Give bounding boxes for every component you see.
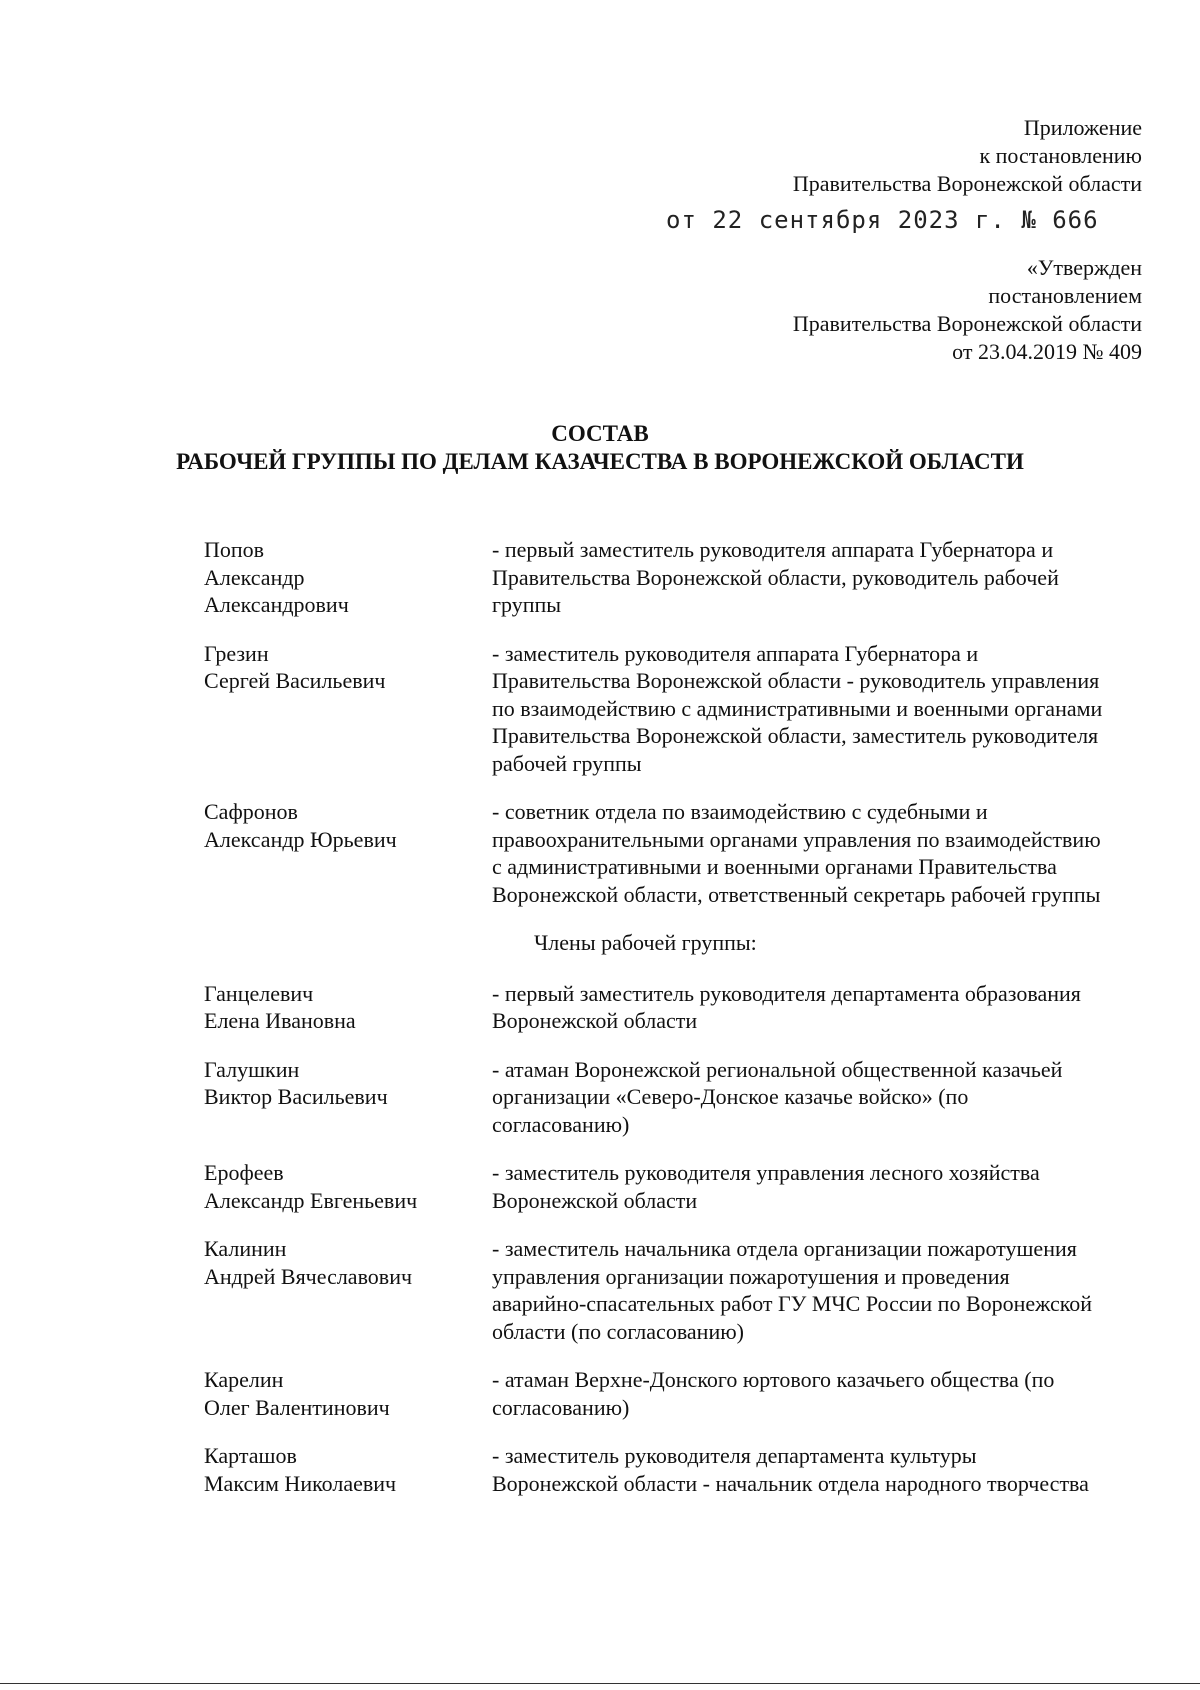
person-name	[204, 1235, 492, 1345]
surname: Карелин	[204, 1367, 284, 1392]
person-role: - заместитель начальника отдела организации пожаротушения управления организации пожаротушения и проведения аварийно-спасательных работ ГУ МЧС России по Воронежской области (по согласованию)	[492, 1236, 1093, 1344]
first-name: Александр	[204, 564, 305, 590]
annex-line: Приложение	[1023, 115, 1142, 140]
roster-row	[204, 1056, 1104, 1139]
patronymic: Александрович	[204, 592, 349, 617]
roster-row	[204, 798, 1104, 908]
approval-line: от 23.04.2019 № 409	[952, 339, 1142, 364]
roster-row	[204, 536, 1104, 619]
person-name	[204, 640, 492, 778]
roster-row	[204, 1442, 1104, 1497]
surname: Ерофеев	[204, 1160, 284, 1185]
annex-block	[793, 114, 1142, 198]
annex-line: Правительства Воронежской области	[792, 171, 1142, 196]
given-names: Сергей Васильевич	[204, 668, 386, 693]
person-role: - заместитель руководителя департамента культуры Воронежской области - начальник отдела народного творчества	[492, 1443, 1089, 1496]
annex-line: к постановлению	[979, 143, 1142, 168]
approval-line: Правительства Воронежской области	[792, 311, 1142, 336]
document-title	[0, 420, 1200, 476]
person-name	[204, 798, 492, 908]
surname: Калинин	[204, 1236, 287, 1261]
person-role: - атаман Верхне-Донского юртового казачьего общества (по согласованию)	[492, 1367, 1055, 1420]
person-role: - советник отдела по взаимодействию с судебными и правоохранительными органами управления по взаимодействию с административными и военными органами Правительства Воронежской области, ответственный секретарь рабочей группы	[492, 799, 1101, 907]
person-role: - заместитель руководителя управления лесного хозяйства Воронежской области	[492, 1160, 1040, 1213]
roster-row	[204, 1235, 1104, 1345]
person-name	[204, 980, 492, 1035]
person-name	[204, 1159, 492, 1214]
given-names: Виктор Васильевич	[204, 1084, 388, 1109]
person-name	[204, 1366, 492, 1421]
surname: Сафронов	[204, 799, 298, 824]
roster-row	[204, 1159, 1104, 1214]
title-line: СОСТАВ	[551, 421, 649, 446]
roster-row	[204, 1366, 1104, 1421]
roster	[204, 536, 1104, 1518]
person-role: - заместитель руководителя аппарата Губернатора и Правительства Воронежской области - руководитель управления по взаимодействию с административными и военными органами Правительства Воронежской области, заместитель руководителя рабочей группы	[492, 640, 1103, 776]
members-heading: Члены рабочей группы:	[534, 930, 757, 955]
approval-block	[793, 254, 1142, 366]
given-names: Александр Юрьевич	[204, 826, 397, 852]
surname: Ганцелевич	[204, 980, 314, 1006]
approval-line: постановлением	[988, 283, 1142, 308]
roster-row	[204, 640, 1104, 778]
page-bottom-rule	[0, 1683, 1200, 1684]
registration-stamp: от 22 сентября 2023 г. № 666	[666, 206, 1099, 234]
surname: Попов	[204, 537, 265, 562]
person-name	[204, 536, 492, 619]
given-names: Олег Валентинович	[204, 1394, 390, 1420]
person-name	[204, 1442, 492, 1497]
person-role: - атаман Воронежской региональной общественной казачьей организации «Северо-Донское казачье войско» (по согласованию)	[492, 1056, 1063, 1137]
surname: Карташов	[204, 1443, 297, 1468]
title-line: РАБОЧЕЙ ГРУППЫ ПО ДЕЛАМ КАЗАЧЕСТВА В ВОРОНЕЖСКОЙ ОБЛАСТИ	[176, 449, 1024, 474]
given-names: Андрей Вячеславович	[204, 1263, 413, 1289]
roster-row	[204, 980, 1104, 1035]
person-role: - первый заместитель руководителя департамента образования Воронежской области	[492, 980, 1081, 1033]
person-role: - первый заместитель руководителя аппарата Губернатора и Правительства Воронежской области, руководитель рабочей группы	[492, 537, 1059, 617]
given-names: Максим Николаевич	[204, 1470, 397, 1496]
surname: Грезин	[204, 640, 269, 666]
surname: Галушкин	[204, 1056, 300, 1082]
person-name	[204, 1056, 492, 1139]
given-names: Елена Ивановна	[204, 1008, 356, 1033]
approval-line: «Утвержден	[1026, 255, 1142, 280]
given-names: Александр Евгеньевич	[204, 1187, 418, 1213]
